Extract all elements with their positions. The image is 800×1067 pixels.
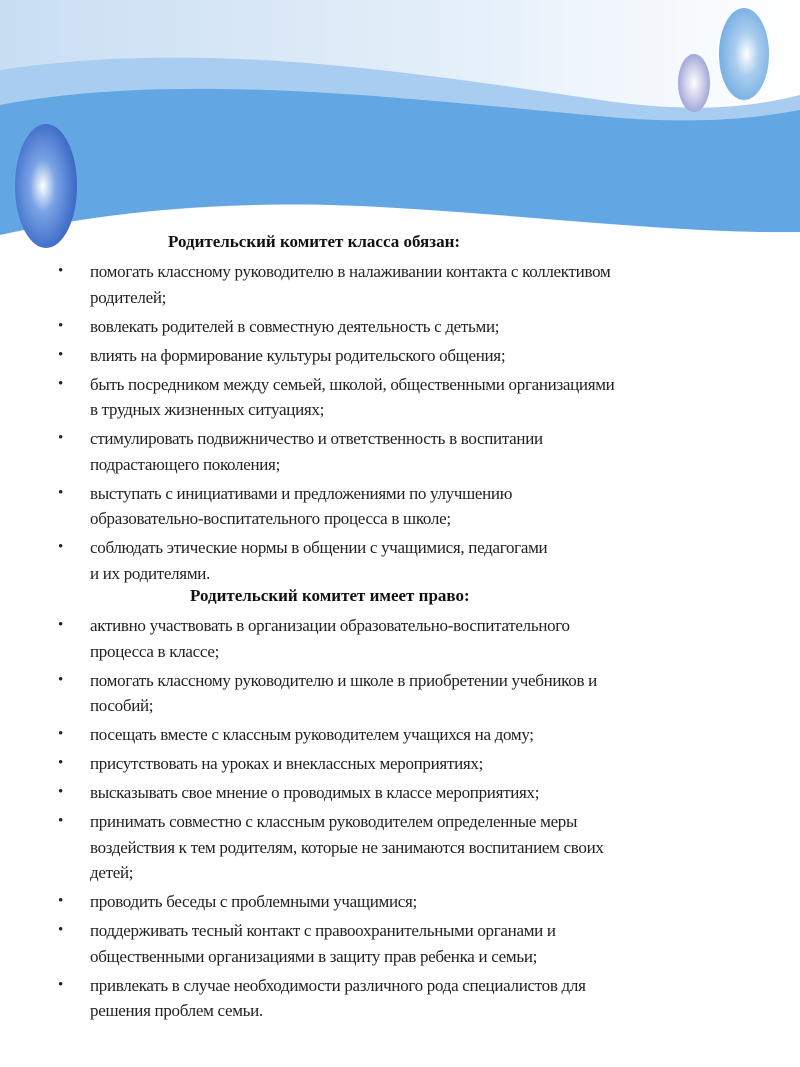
list-item-line: решения проблем семьи. <box>90 1001 263 1020</box>
bullet-icon: • <box>58 813 64 829</box>
list-item-line: родителей; <box>90 287 167 307</box>
bullet-icon: • <box>58 976 64 993</box>
bullet-icon: • <box>58 784 64 800</box>
list-item-line: быть посредником между семьей, школой, общественными организациями <box>90 374 615 394</box>
list-item-line: общественными организациями в защиту прав ребенка и семьи; <box>90 946 538 966</box>
list-item-line: высказывать свое мнение о проводимых в классе мероприятиях; <box>90 783 540 802</box>
list-item-line: подрастающего поколения; <box>90 454 281 474</box>
bullet-icon: • <box>58 484 64 501</box>
list-item-text <box>90 973 586 1024</box>
bullet-icon: • <box>58 671 64 688</box>
list-item-line: выступать с инициативами и предложениями по улучшению <box>90 483 513 503</box>
list-item-text <box>90 481 512 532</box>
bullet-icon: • <box>58 430 64 446</box>
bullet-icon: • <box>58 539 64 555</box>
list-item-line: посещать вместе с классным руководителем учащихся на дому; <box>90 725 534 744</box>
list-item-text <box>90 259 610 310</box>
list-item-line: поддерживать тесный контакт с правоохранительными органами и <box>90 921 556 940</box>
list-item-text <box>90 314 499 340</box>
list-item-text <box>90 751 483 777</box>
list-item-line: детей; <box>90 863 134 882</box>
list-item-line: в трудных жизненных ситуациях; <box>90 400 325 419</box>
list-item-line: процесса в классе; <box>90 641 219 661</box>
list-item-line: влиять на формирование культуры родительского общения; <box>90 345 506 365</box>
list-item-line: образовательно-воспитательного процесса в школе; <box>90 509 451 528</box>
decorative-header-waves <box>0 0 800 260</box>
list-item-line: и их родителями. <box>90 563 211 583</box>
list-item-text <box>90 809 604 886</box>
list-item-line: помогать классному руководителю и школе в приобретении учебников и <box>90 670 597 690</box>
list-item-line: помогать классному руководителю в налаживании контакта с коллективом <box>90 262 611 281</box>
bullet-icon: • <box>58 726 64 742</box>
bullet-icon: • <box>58 375 64 392</box>
list-item-line: присутствовать на уроках и внеклассных мероприятиях; <box>90 754 484 773</box>
list-item-text <box>90 668 597 719</box>
section-heading-obligations: Родительский комитет класса обязан: <box>168 232 461 251</box>
list-item-line: воздействия к тем родителям, которые не занимаются воспитанием своих <box>90 837 604 857</box>
bullet-icon: • <box>58 893 64 909</box>
list-item-line: пособий; <box>90 696 154 715</box>
list-item-text <box>90 722 534 748</box>
bullet-icon: • <box>58 263 64 279</box>
list-item-text <box>90 918 556 969</box>
bullet-icon: • <box>58 346 64 363</box>
list-item-line: проводить беседы с проблемными учащимися; <box>90 892 417 911</box>
list-item-text <box>90 535 547 586</box>
list-item-line: соблюдать этические нормы в общении с учащимися, педагогами <box>90 538 548 557</box>
list-item-line: активно участвовать в организации образовательно-воспитательного <box>90 616 570 635</box>
bullet-icon: • <box>58 617 64 633</box>
list-item-line: вовлекать родителей в совместную деятельность с детьми; <box>90 316 500 336</box>
bullet-icon: • <box>58 317 64 334</box>
list-item-text <box>90 372 614 423</box>
list-item-text <box>90 780 539 806</box>
bullet-icon: • <box>58 755 64 771</box>
list-item-line: привлекать в случае необходимости различного рода специалистов для <box>90 975 586 995</box>
list-item-text <box>90 889 417 915</box>
list-item-text <box>90 343 505 369</box>
list-item-text <box>90 426 543 477</box>
list-item-line: стимулировать подвижничество и ответственность в воспитании <box>90 429 543 448</box>
section-heading-rights: Родительский комитет имеет право: <box>190 586 470 605</box>
list-item-text <box>90 613 570 664</box>
bullet-icon: • <box>58 922 64 938</box>
list-item-line: принимать совместно с классным руководителем определенные меры <box>90 812 578 831</box>
